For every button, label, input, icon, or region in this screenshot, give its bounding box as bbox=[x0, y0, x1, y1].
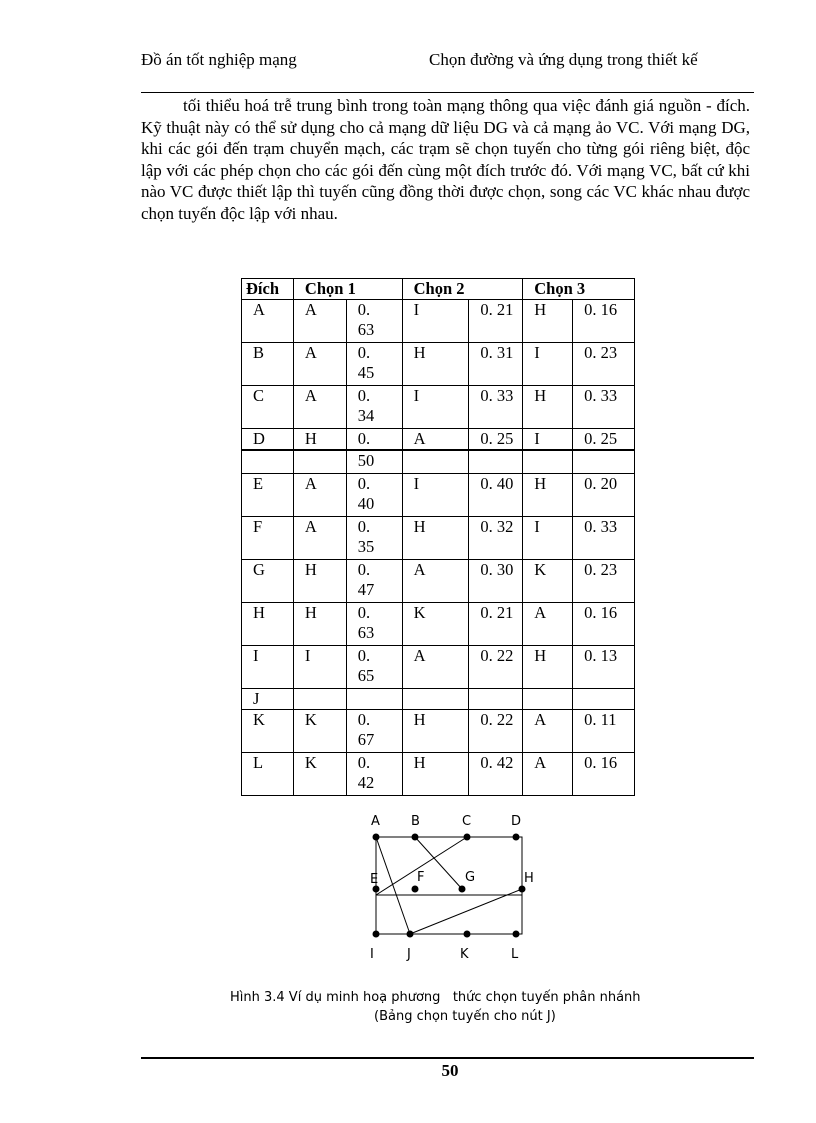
table-cell: K bbox=[523, 560, 573, 603]
table-row bbox=[242, 300, 635, 343]
table-cell: D bbox=[242, 429, 294, 451]
table-cell: 0. 22 bbox=[469, 646, 523, 689]
link-c-e bbox=[376, 837, 467, 895]
value-part-1: 0. bbox=[357, 343, 371, 362]
table-cell: I bbox=[523, 429, 573, 451]
table-row bbox=[242, 646, 635, 689]
value-part-1: 0. bbox=[357, 646, 371, 665]
value-part-1: 0. bbox=[357, 517, 371, 536]
node-a bbox=[373, 834, 380, 841]
table-cell: 0. 23 bbox=[573, 343, 635, 386]
value-part-2: 63 bbox=[357, 320, 375, 339]
table-cell: 0. 25 bbox=[573, 429, 635, 451]
label-g: G bbox=[465, 870, 476, 885]
value-part-2: 67 bbox=[357, 730, 375, 749]
table-cell bbox=[346, 474, 402, 517]
value-part-2: 45 bbox=[357, 363, 375, 382]
node-b bbox=[412, 834, 419, 841]
table-cell: K bbox=[402, 603, 469, 646]
table-cell: H bbox=[293, 429, 346, 451]
table-cell: I bbox=[293, 646, 346, 689]
table-cell bbox=[573, 450, 635, 474]
table-cell: A bbox=[402, 429, 469, 451]
table-cell: 0. 21 bbox=[469, 300, 523, 343]
label-c: C bbox=[462, 814, 472, 829]
header-chon-1: Chọn 1 bbox=[293, 279, 402, 300]
table-cell: H bbox=[523, 474, 573, 517]
table-cell: A bbox=[293, 386, 346, 429]
table-cell: J bbox=[242, 689, 294, 710]
value-part-1: 0. bbox=[357, 710, 371, 729]
table-cell: A bbox=[523, 710, 573, 753]
table-cell bbox=[346, 710, 402, 753]
table-row bbox=[242, 603, 635, 646]
label-j: J bbox=[407, 947, 411, 962]
table-row bbox=[242, 753, 635, 796]
table-cell: H bbox=[242, 603, 294, 646]
header-left: Đồ án tốt nghiệp mạng bbox=[141, 50, 297, 69]
table-cell bbox=[346, 603, 402, 646]
table-cell: A bbox=[293, 300, 346, 343]
table-cell: H bbox=[293, 603, 346, 646]
table-cell bbox=[346, 300, 402, 343]
table-row-continuation bbox=[242, 450, 635, 474]
label-a: A bbox=[371, 814, 380, 829]
network-links bbox=[376, 837, 522, 934]
table-cell: H bbox=[402, 753, 469, 796]
table-cell: 0. 16 bbox=[573, 603, 635, 646]
label-d: D bbox=[511, 814, 522, 829]
label-h: H bbox=[524, 871, 534, 886]
table-cell: 0. bbox=[346, 429, 402, 451]
table-row bbox=[242, 560, 635, 603]
table-cell: 0. 32 bbox=[469, 517, 523, 560]
table-body bbox=[242, 300, 635, 796]
table-row bbox=[242, 429, 635, 451]
table-cell: L bbox=[242, 753, 294, 796]
table-cell: 0. 33 bbox=[573, 386, 635, 429]
table-cell: 0. 13 bbox=[573, 646, 635, 689]
table-row bbox=[242, 343, 635, 386]
table-cell: A bbox=[293, 517, 346, 560]
table-cell: E bbox=[242, 474, 294, 517]
label-i: I bbox=[370, 947, 374, 962]
table-cell: F bbox=[242, 517, 294, 560]
table-cell: H bbox=[402, 710, 469, 753]
table-cell bbox=[346, 517, 402, 560]
table-cell: 0. 21 bbox=[469, 603, 523, 646]
network-diagram bbox=[340, 810, 560, 970]
table-cell: H bbox=[523, 646, 573, 689]
link-a-j bbox=[376, 837, 410, 934]
footer-divider bbox=[141, 1057, 754, 1059]
value-part-2: 63 bbox=[357, 623, 375, 642]
node-h bbox=[519, 886, 526, 893]
table-cell: A bbox=[293, 343, 346, 386]
table-cell bbox=[469, 689, 523, 710]
table-cell: K bbox=[242, 710, 294, 753]
table-cell bbox=[346, 646, 402, 689]
table-cell: 0. 16 bbox=[573, 300, 635, 343]
table-cell: 50 bbox=[346, 450, 402, 474]
value-part-2: 35 bbox=[357, 537, 375, 556]
label-e: E bbox=[370, 872, 379, 887]
table-cell: H bbox=[402, 517, 469, 560]
table-row bbox=[242, 474, 635, 517]
table-cell bbox=[523, 689, 573, 710]
value-part-1: 0. bbox=[357, 386, 371, 405]
table-cell: A bbox=[523, 603, 573, 646]
table-cell: 0. 11 bbox=[573, 710, 635, 753]
value-part-2: 40 bbox=[357, 494, 375, 513]
table-cell bbox=[346, 343, 402, 386]
table-cell bbox=[346, 560, 402, 603]
header-chon-3: Chọn 3 bbox=[523, 279, 635, 300]
table-row bbox=[242, 710, 635, 753]
table-row bbox=[242, 689, 635, 710]
value-part-1: 0. bbox=[357, 560, 371, 579]
table-cell: 0. 33 bbox=[573, 517, 635, 560]
value-part-1: 0. bbox=[357, 603, 371, 622]
table-cell: 0. 20 bbox=[573, 474, 635, 517]
table-cell: K bbox=[293, 710, 346, 753]
table-row bbox=[242, 517, 635, 560]
header-right: Chọn đường và ứng dụng trong thiết kế bbox=[429, 50, 698, 69]
table-cell bbox=[346, 386, 402, 429]
table-cell: A bbox=[242, 300, 294, 343]
table-cell: 0. 23 bbox=[573, 560, 635, 603]
value-part-2: 34 bbox=[357, 406, 375, 425]
table-cell: G bbox=[242, 560, 294, 603]
node-f bbox=[412, 886, 419, 893]
table-cell: C bbox=[242, 386, 294, 429]
table-cell: A bbox=[523, 753, 573, 796]
node-labels bbox=[370, 814, 534, 962]
table-cell: H bbox=[402, 343, 469, 386]
table-cell: 0. 30 bbox=[469, 560, 523, 603]
network-nodes bbox=[373, 834, 526, 938]
header-chon-2: Chọn 2 bbox=[402, 279, 523, 300]
table-cell bbox=[573, 689, 635, 710]
link-j-h bbox=[410, 889, 522, 934]
node-j bbox=[407, 931, 414, 938]
table-cell bbox=[293, 450, 346, 474]
figure-caption bbox=[230, 988, 700, 1026]
table-cell: 0. 33 bbox=[469, 386, 523, 429]
node-l bbox=[513, 931, 520, 938]
table-cell: H bbox=[523, 386, 573, 429]
table-cell: 0. 25 bbox=[469, 429, 523, 451]
table-cell: I bbox=[242, 646, 294, 689]
caption-line-2: (Bảng chọn tuyến cho nút J) bbox=[374, 1009, 556, 1024]
table-cell: A bbox=[293, 474, 346, 517]
table-cell: 0. 40 bbox=[469, 474, 523, 517]
table-cell: B bbox=[242, 343, 294, 386]
table-cell: 0. 42 bbox=[469, 753, 523, 796]
table-cell: 0. 22 bbox=[469, 710, 523, 753]
table-cell bbox=[346, 753, 402, 796]
value-part-1: 0. bbox=[357, 753, 371, 772]
value-part-1: 0. bbox=[357, 300, 371, 319]
node-i bbox=[373, 931, 380, 938]
node-d bbox=[513, 834, 520, 841]
table-cell: I bbox=[402, 386, 469, 429]
value-part-2: 47 bbox=[357, 580, 375, 599]
table-cell: K bbox=[293, 753, 346, 796]
table-cell bbox=[523, 450, 573, 474]
caption-line-1: Hình 3.4 Ví dụ minh hoạ phương thức chọn tuyến phân nhánh bbox=[230, 990, 641, 1005]
table-cell bbox=[242, 450, 294, 474]
table-cell: 0. 31 bbox=[469, 343, 523, 386]
routing-table bbox=[241, 278, 635, 796]
table-cell bbox=[402, 689, 469, 710]
table-cell bbox=[346, 689, 402, 710]
value-part-2: 42 bbox=[357, 773, 375, 792]
table-header-row bbox=[242, 279, 635, 300]
table-cell: I bbox=[523, 343, 573, 386]
table-cell bbox=[469, 450, 523, 474]
table-cell: I bbox=[523, 517, 573, 560]
body-paragraph: tối thiểu hoá trễ trung bình trong toàn mạng thông qua việc đánh giá nguồn - đích. Kỹ thuật này có thể sử dụng cho cả mạng dữ liệu DG và cả mạng ảo VC. Với mạng DG, khi các gói đến trạm chuyển mạch, các trạm sẽ chọn tuyến cho từng gói riêng biệt, độc lập với các phép chọn cho các gói đến cùng một đích trước đó. Với mạng VC, bất cứ khi nào VC được thiết lập thì tuyến cũng đồng thời được chọn, song các VC khác nhau được chọn tuyến độc lập với nhau. bbox=[141, 96, 750, 223]
label-f: F bbox=[417, 870, 425, 885]
table-cell: H bbox=[293, 560, 346, 603]
table-cell: A bbox=[402, 646, 469, 689]
header-dich: Đích bbox=[242, 279, 294, 300]
node-k bbox=[464, 931, 471, 938]
table-cell bbox=[402, 450, 469, 474]
table-cell: I bbox=[402, 300, 469, 343]
outer-frame bbox=[376, 837, 522, 934]
value-part-2: 65 bbox=[357, 666, 375, 685]
label-k: K bbox=[460, 947, 469, 962]
node-c bbox=[464, 834, 471, 841]
table-row bbox=[242, 386, 635, 429]
label-b: B bbox=[411, 814, 420, 829]
value-part-1: 0. bbox=[357, 474, 371, 493]
label-l: L bbox=[511, 947, 519, 962]
table-cell: H bbox=[523, 300, 573, 343]
node-g bbox=[459, 886, 466, 893]
page-number: 50 bbox=[441, 1061, 459, 1080]
table-cell: A bbox=[402, 560, 469, 603]
table-cell: 0. 16 bbox=[573, 753, 635, 796]
header-divider bbox=[141, 92, 754, 93]
table-cell: I bbox=[402, 474, 469, 517]
table-cell bbox=[293, 689, 346, 710]
